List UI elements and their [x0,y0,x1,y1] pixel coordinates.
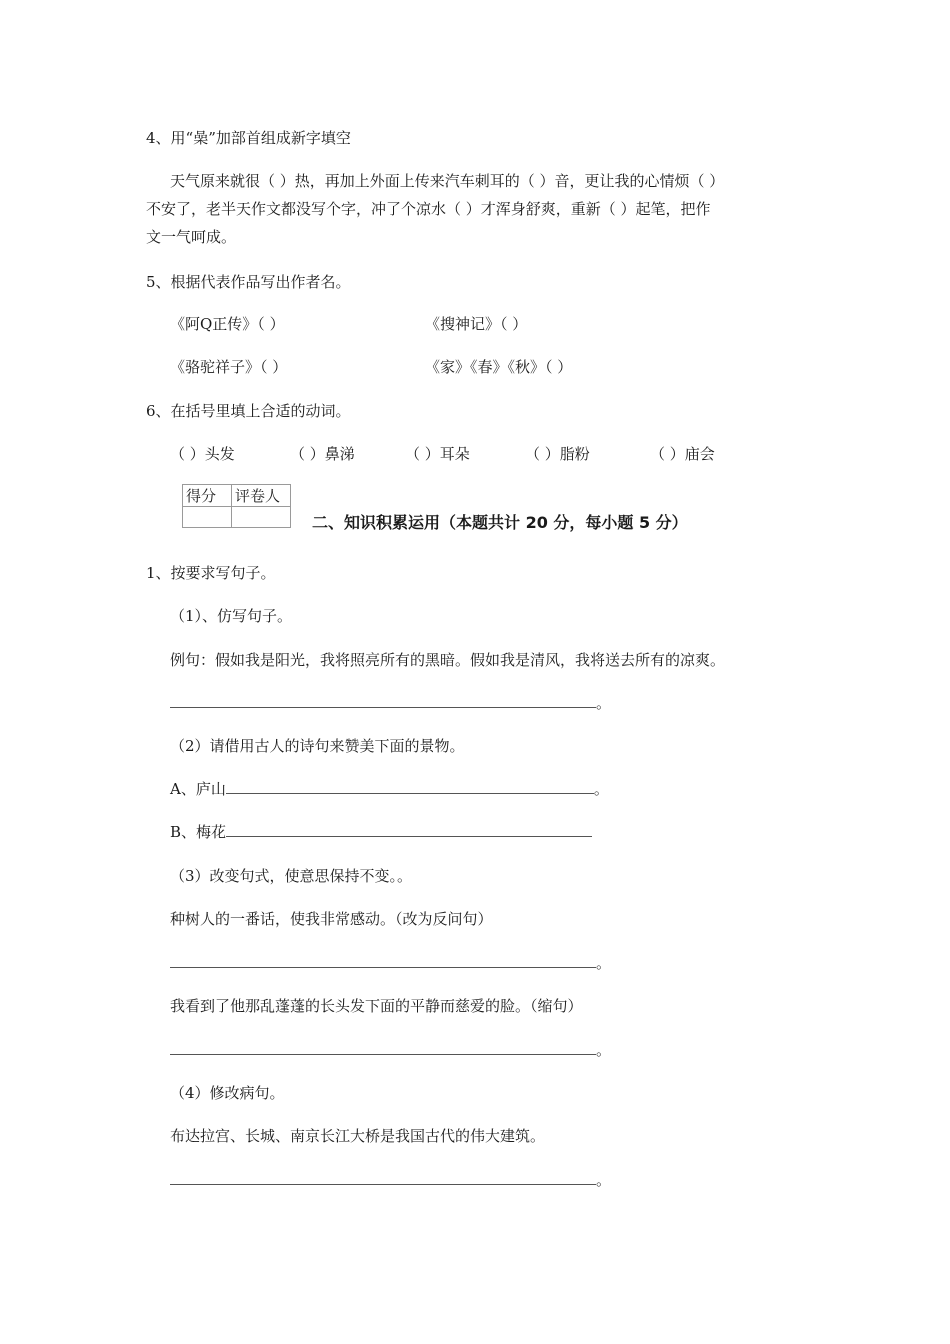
q6-item-1: （ ）头发 [170,445,235,463]
answer-line-3-period: 。 [596,1041,612,1059]
answer-line-1[interactable] [170,693,611,713]
score-box [182,484,291,528]
answer-line-meihua[interactable] [170,822,592,842]
s2-p2: （2）请借用古人的诗句来赞美下面的景物。 [170,737,465,755]
answer-line-2-period: 。 [596,954,612,972]
s2-p1-example: 例句：假如我是阳光，我将照亮所有的黑暗。假如我是清风，我将送去所有的凉爽。 [170,651,726,669]
q5-item-2: 《搜神记》（ ） [425,315,528,333]
s2-p3: （3）改变句式，使意思保持不变。。 [170,867,413,885]
s2-q1-title: 1、按要求写句子。 [146,564,276,582]
lushan-label: A、庐山 [170,780,226,798]
answer-line-1-period: 。 [596,694,612,712]
q4-line-2: 不安了，老半天作文都没写个字，冲了个凉水（ ）才浑身舒爽，重新（ ）起笔，把作 [146,200,711,218]
s2-p1: （1）、仿写句子。 [170,607,293,625]
answer-line-4[interactable] [170,1170,611,1190]
score-box-grader-cell[interactable] [232,507,291,528]
s2-p4: （4）修改病句。 [170,1084,285,1102]
s2-p3-sentence-1: 种树人的一番话，使我非常感动。（改为反问句） [170,910,493,928]
q4-line-1: 天气原来就很（ ）热，再加上外面上传来汽车刺耳的（ ）音，更让我的心情烦（ ） [170,172,725,190]
answer-line-lushan-period: 。 [593,780,609,798]
q4-line-3: 文一气呵成。 [146,228,237,246]
section-2-heading: 二、知识积累运用（本题共计 20 分，每小题 5 分） [312,513,688,532]
meihua-label: B、梅花 [170,823,227,841]
q5-item-1: 《阿Q正传》（ ） [170,315,285,333]
answer-line-3[interactable] [170,1040,611,1060]
q4-title: 4、用“喿”加部首组成新字填空 [146,129,351,147]
s2-p3-sentence-2: 我看到了他那乱蓬蓬的长头发下面的平静而慈爱的脸。（缩句） [170,997,583,1015]
answer-line-4-period: 。 [596,1171,612,1189]
q6-item-2: （ ）鼻涕 [290,445,355,463]
answer-line-2[interactable] [170,953,611,973]
s2-p4-sentence: 布达拉宫、长城、南京长江大桥是我国古代的伟大建筑。 [170,1127,546,1145]
q6-title: 6、在括号里填上合适的动词。 [146,402,351,420]
score-box-grader-label: 评卷人 [232,485,291,507]
score-box-score-cell[interactable] [183,507,232,528]
q5-title: 5、根据代表作品写出作者名。 [146,273,351,291]
score-box-score-label: 得分 [183,485,232,507]
q5-item-3: 《骆驼祥子》（ ） [170,358,288,376]
answer-line-lushan[interactable] [170,779,609,799]
q6-item-5: （ ）庙会 [650,445,715,463]
q5-item-4: 《家》《春》《秋》（ ） [425,358,573,376]
q6-item-3: （ ）耳朵 [405,445,470,463]
q6-item-4: （ ）脂粉 [525,445,590,463]
